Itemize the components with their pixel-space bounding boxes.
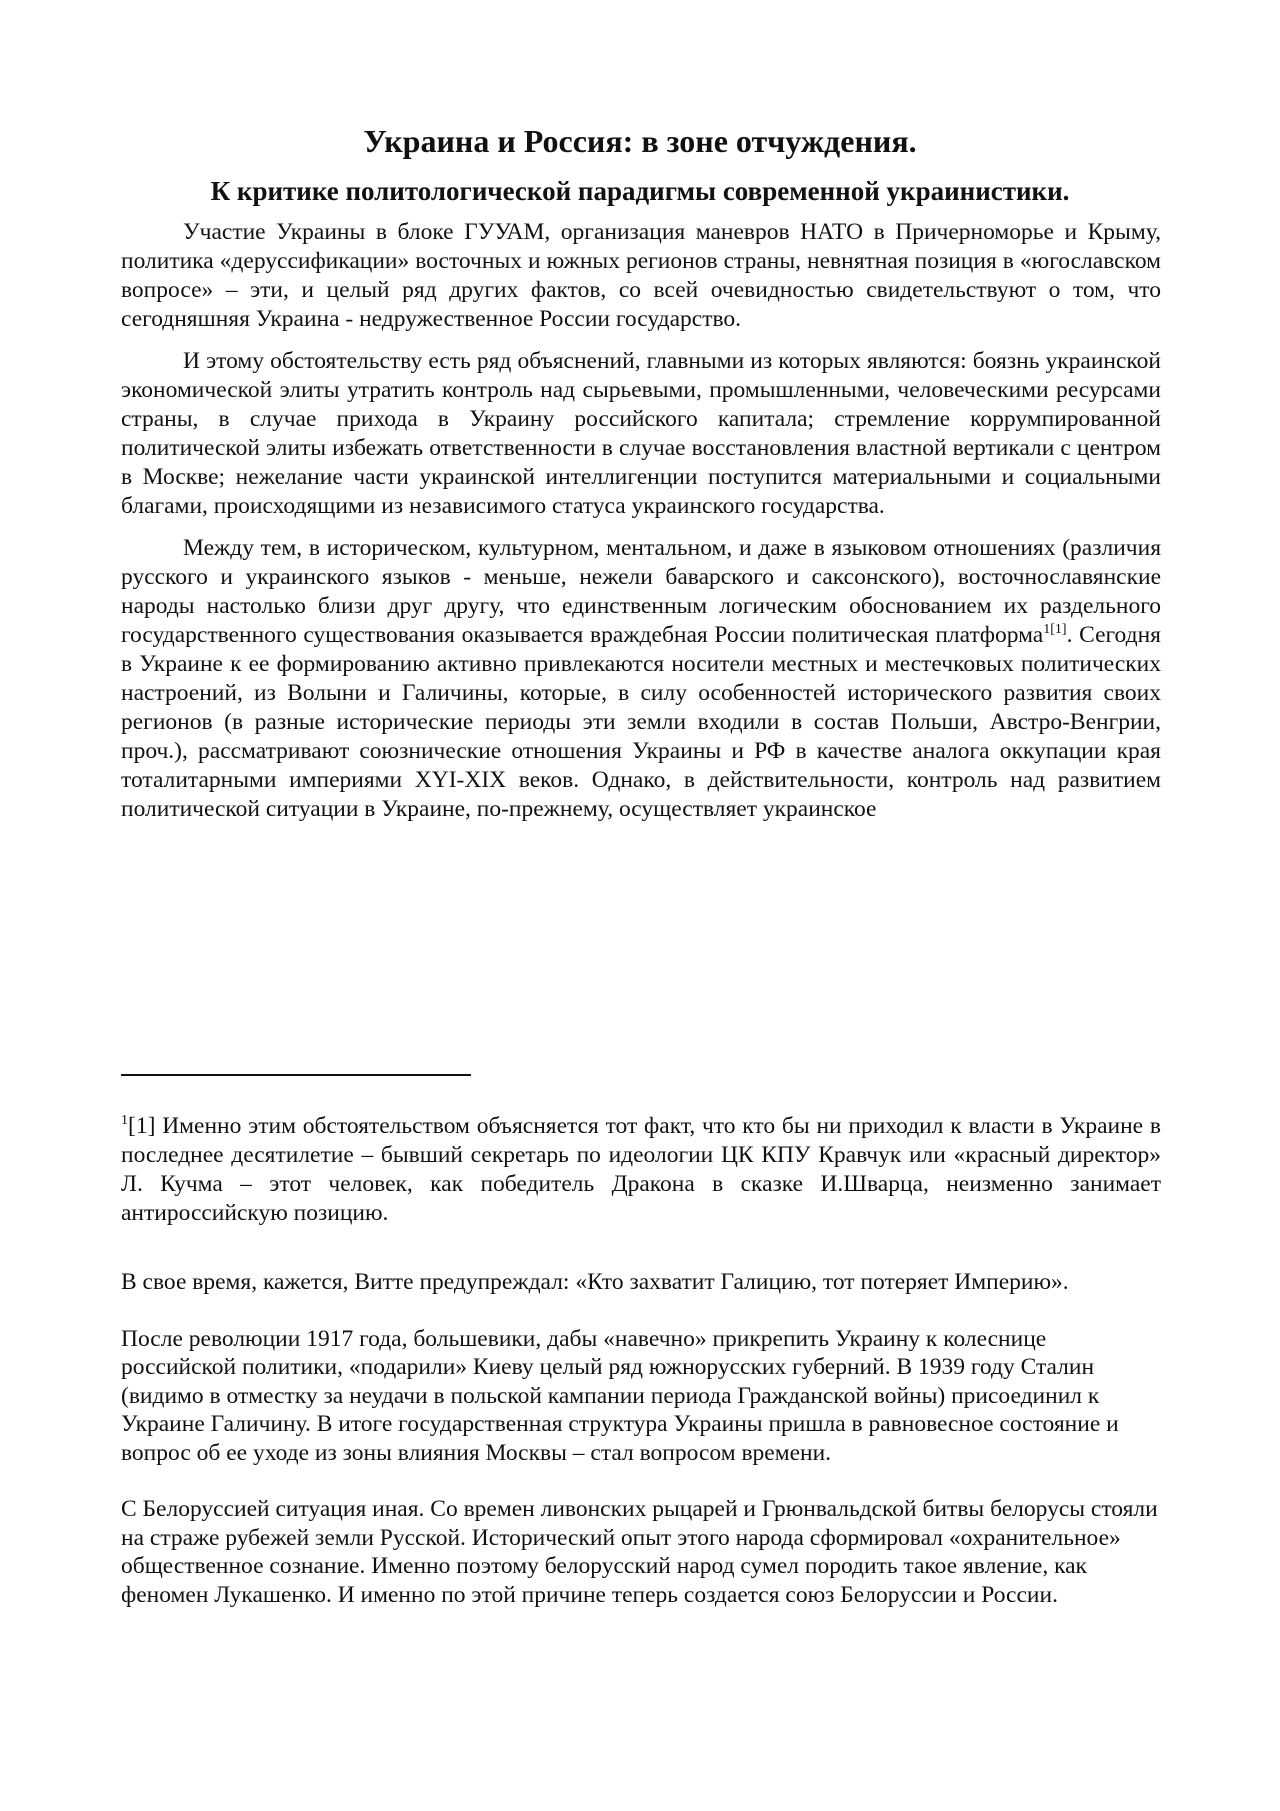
paragraph-3-end: . Сегодня в Украине к ее формированию активно привлекаются носители местных и местечковых политических настроений, из Волыни и Галичины, которые, в силу особенностей исторического развития своих регионов (в разные исторические периоды эти земли входили в состав Польши, Австро-Венгрии, проч.), рассматривают союзнические отношения Украины и РФ в качестве аналога оккупации края тоталитарными империями XYI-XIX веков. Однако, в действительности, контроль над развитием политической ситуации в Украине, по-прежнему, осуществляет украинское — [121, 622, 1161, 822]
main-text — [121, 218, 1161, 837]
extra-paragraph-1: В свое время, кажется, Витте предупреждал: «Кто захватит Галицию, тот потеряет Империю». — [121, 1269, 1069, 1295]
extra-paragraph-2: После революции 1917 года, большевики, дабы «навечно» прикрепить Украину к колеснице российской политики, «подарили» Киеву целый ряд южнорусских губерний. В 1939 году Сталин (видимо в отместку за неудачи в польской кампании периода Гражданской войны) присоединил к Украине Галичину. В итоге государственная структура Украины пришла в равновесное состояние и вопрос об ее уходе из зоны влияния Москвы – стал вопросом времени. — [121, 1325, 1119, 1466]
paragraph-1: Участие Украины в блоке ГУУАМ, организация маневров НАТО в Причерноморье и Крыму, политика «деруссификации» восточных и южных регионов страны, невнятная позиция в «югославском вопросе» – эти, и целый ряд других фактов, со всей очевидностью свидетельствуют о том, что сегодняшняя Украина - недружественное России государство. — [121, 219, 1161, 332]
footnote-body: [1] Именно этим обстоятельством объясняется тот факт, что кто бы ни приходил к власти в Украине в последнее десятилетие – бывший секретарь по идеологии ЦК КПУ Кравчук или «красный директор» Л. Кучма – этот человек, как победитель Дракона в сказке И.Шварца, неизменно занимает антироссийскую позицию. — [121, 1113, 1161, 1226]
footnote-reference[interactable]: 1[1] — [1043, 622, 1067, 638]
footnote-text — [121, 1112, 1161, 1228]
footnote — [121, 1112, 1161, 1228]
paragraph-2: И этому обстоятельству есть ряд объяснений, главными из которых являются: боязнь украинской экономической элиты утратить контроль над сырьевыми, промышленными, человеческими ресурсами страны, в случае прихода в Украину российского капитала; стремление коррумпированной политической элиты избежать ответственности в случае восстановления властной вертикали с центром в Москве; нежелание части украинской интеллигенции поступится материальными и социальными благами, происходящими из независимого статуса украинского государства. — [121, 348, 1161, 519]
footnote-mark: 1 — [121, 1113, 128, 1129]
extra-paragraph-3: С Белоруссией ситуация иная. Со времен ливонских рыцарей и Грюнвальдской битвы белорусы стояли на страже рубежей земли Русской. Исторический опыт этого народа сформировал «охранительное» общественное сознание. Именно поэтому белорусский народ сумел породить такое явление, как феномен Лукашенко. И именно по этой причине теперь создается союз Белоруссии и России. — [121, 1496, 1158, 1608]
page-title: Украина и Россия: в зоне отчуждения. — [363, 123, 917, 159]
paragraph-3 — [121, 534, 1161, 824]
appended-text — [121, 1268, 1161, 1637]
page-subtitle: К критике политологической парадигмы современной украинистики. — [210, 176, 1070, 206]
footnote-separator — [121, 1074, 471, 1076]
paragraph-3-start: Между тем, в историческом, культурном, ментальном, и даже в языковом отношениях (различия русского и украинского языков - меньше, нежели баварского и саксонского), восточнославянские народы настолько близи друг другу, что единственным логическим обоснованием их раздельного государственного существования оказывается враждебная России политическая платформа — [121, 535, 1161, 648]
